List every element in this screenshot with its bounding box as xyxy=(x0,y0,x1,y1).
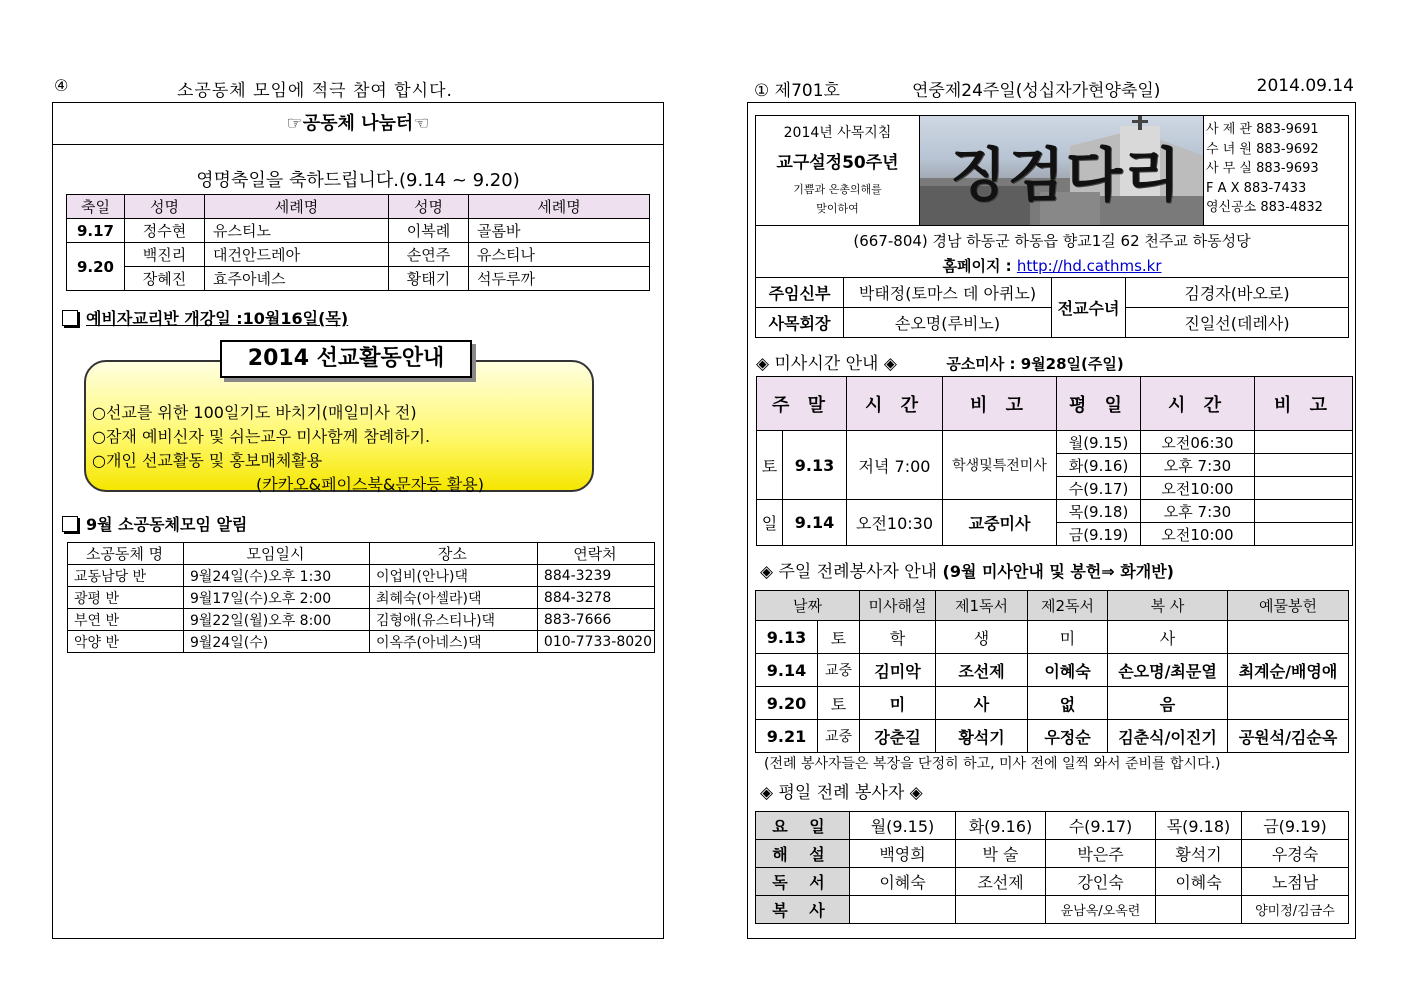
column-header: 목(9.18) xyxy=(1156,812,1242,840)
table-row xyxy=(68,609,655,631)
square-bullet-icon xyxy=(62,310,78,326)
cell: 김춘식/이진기 xyxy=(1108,720,1228,753)
column-header: 월(9.15) xyxy=(850,812,956,840)
column-header: 금(9.19) xyxy=(1242,812,1349,840)
column-header: 제1독서 xyxy=(936,591,1028,621)
weekday-note xyxy=(1255,523,1353,546)
cell: 없 xyxy=(1028,687,1108,720)
liturgical-day: 연중제24주일(성십자가현양축일) xyxy=(912,81,1161,101)
left-page-header xyxy=(52,76,664,100)
weekday: 금(9.19) xyxy=(1057,523,1141,546)
person-name: 정수현 xyxy=(125,219,205,243)
sister-name: 진일선(데레사) xyxy=(1126,308,1349,338)
cell: 박은주 xyxy=(1046,840,1156,868)
cell: 공원석/김순옥 xyxy=(1228,720,1349,753)
cell: 학 xyxy=(860,621,936,654)
cell: 강춘길 xyxy=(860,720,936,753)
weekday-note xyxy=(1255,431,1353,454)
feast-date: 9.17 xyxy=(67,219,125,243)
issue-date: 2014.09.14 xyxy=(1256,76,1354,96)
column-header: 수(9.17) xyxy=(1046,812,1156,840)
sunday-heading-text: ◈ 주일 전례봉사자 안내 xyxy=(760,562,938,582)
policy-subtitle: 맞이하여 xyxy=(816,202,859,215)
cell: 이혜숙 xyxy=(1028,654,1108,687)
mass-heading-text: ◈ 미사시간 안내 ◈ xyxy=(756,354,897,374)
meeting-time: 9월24일(수)오후 1:30 xyxy=(183,565,369,587)
person-name: 백진리 xyxy=(125,243,205,267)
column-header: 날짜 xyxy=(756,591,860,621)
feast-greeting: 영명축일을 축하드립니다.(9.14 ~ 9.20) xyxy=(196,170,520,191)
cell: 사 xyxy=(936,687,1028,720)
policy-year: 2014년 사목지침 xyxy=(783,125,892,141)
cell: 황석기 xyxy=(1156,840,1242,868)
meeting-time: 9월24일(수) xyxy=(183,631,369,653)
weekend-note: 교중미사 xyxy=(943,500,1057,546)
column-header: 비 고 xyxy=(1255,377,1353,431)
table-row xyxy=(67,219,650,243)
mass-time-table xyxy=(756,376,1353,546)
column-header: 소공동체 명 xyxy=(68,543,184,565)
table-row xyxy=(67,267,650,291)
feast-day-table xyxy=(66,194,650,291)
cell xyxy=(850,896,956,924)
community-title: ☞공동체 나눔터☜ xyxy=(52,103,664,145)
mission-title: 2014 선교활동안내 xyxy=(220,340,472,378)
homepage-label: 홈페이지 : xyxy=(942,257,1017,275)
weekend-day: 일 xyxy=(757,500,783,546)
weekday-time: 오후 7:30 xyxy=(1141,454,1255,477)
weekday-time: 오전10:00 xyxy=(1141,477,1255,500)
column-header: 세례명 xyxy=(469,195,650,219)
contact-phone: 884-3239 xyxy=(537,565,654,587)
cell: 사 xyxy=(1108,621,1228,654)
issue-label: ① 제701호 xyxy=(754,81,840,101)
catechumen-notice xyxy=(62,306,348,329)
slogan: 소공동체 모임에 적극 참여 합시다. xyxy=(177,81,453,101)
table-row xyxy=(67,243,650,267)
contact-line: 사 제 관 883-9691 xyxy=(1206,122,1319,137)
cell: 김미악 xyxy=(860,654,936,687)
column-header: 장소 xyxy=(369,543,537,565)
baptismal-name: 석두루까 xyxy=(469,267,650,291)
pastor-name: 박태정(토마스 데 아퀴노) xyxy=(844,278,1052,308)
meeting-time: 9월17일(수)오후 2:00 xyxy=(183,587,369,609)
weekday-note xyxy=(1255,500,1353,523)
row-label: 요 일 xyxy=(756,812,850,840)
masthead xyxy=(755,115,1349,226)
cell: 이혜숙 xyxy=(1156,868,1242,896)
mission-line: ○잠재 예비신자 및 쉬는교우 미사함께 참례하기. xyxy=(92,427,431,446)
council-label: 사목회장 xyxy=(756,308,844,338)
council-name: 손오명(루비노) xyxy=(844,308,1052,338)
group-name: 악양 반 xyxy=(68,631,184,653)
cell: 노점남 xyxy=(1242,868,1349,896)
bulletin-name: 징검다리 xyxy=(950,141,1183,209)
column-header: 복 사 xyxy=(1108,591,1228,621)
contact-line: 수 녀 원 883-9692 xyxy=(1206,141,1319,157)
column-header: 축일 xyxy=(67,195,125,219)
cell xyxy=(1228,687,1349,720)
weekend-date: 9.14 xyxy=(783,500,847,546)
cell: 교중 xyxy=(818,720,860,753)
weekend-time: 저녁 7:00 xyxy=(847,431,943,500)
right-page-header xyxy=(750,76,1354,100)
group-name: 광평 반 xyxy=(68,587,184,609)
weekday-servers-table xyxy=(755,811,1349,924)
table-row xyxy=(756,621,1349,654)
column-header: 성명 xyxy=(389,195,469,219)
weekday-time: 오전06:30 xyxy=(1141,431,1255,454)
column-header: 성명 xyxy=(125,195,205,219)
table-row xyxy=(756,840,1349,868)
meeting-heading-text: 9월 소공동체모임 알림 xyxy=(86,515,248,534)
sister-label: 전교수녀 xyxy=(1052,278,1126,338)
sister-name: 김경자(바오로) xyxy=(1126,278,1349,308)
weekday: 화(9.16) xyxy=(1057,454,1141,477)
cell: 백영희 xyxy=(850,840,956,868)
column-header: 제2독서 xyxy=(1028,591,1108,621)
cell: 9.13 xyxy=(756,621,818,654)
meeting-time: 9월22일(월)오후 8:00 xyxy=(183,609,369,631)
cell xyxy=(1228,621,1349,654)
servers-note: (전례 봉사자들은 복장을 단정히 하고, 미사 전에 일찍 와서 준비를 합시다.) xyxy=(764,756,1221,772)
column-header: 시 간 xyxy=(1141,377,1255,431)
pastor-label: 주임신부 xyxy=(756,278,844,308)
address-text: (667-804) 경남 하동군 하동읍 향교1길 62 천주교 하동성당 xyxy=(853,232,1251,250)
mission-line: ○선교를 위한 100일기도 바치기(매일미사 전) xyxy=(92,403,417,422)
weekend-time: 오전10:30 xyxy=(847,500,943,546)
row-label: 복 사 xyxy=(756,896,850,924)
cell: 교중 xyxy=(818,654,860,687)
cell: 음 xyxy=(1108,687,1228,720)
policy-title: 교구설정50주년 xyxy=(776,153,899,173)
contact-line: 사 무 실 883-9693 xyxy=(1206,161,1319,176)
staff-table xyxy=(755,277,1349,338)
square-bullet-icon xyxy=(62,516,78,532)
cell: 황석기 xyxy=(936,720,1028,753)
catechumen-notice-text: 예비자교리반 개강일 :10월16일(목) xyxy=(86,309,349,328)
table-row xyxy=(68,631,655,653)
table-row xyxy=(68,587,655,609)
person-name: 장혜진 xyxy=(125,267,205,291)
homepage-line xyxy=(756,255,1348,276)
column-header: 화(9.16) xyxy=(956,812,1046,840)
column-header: 주 말 xyxy=(757,377,847,431)
column-header: 평 일 xyxy=(1057,377,1141,431)
person-name: 손연주 xyxy=(389,243,469,267)
cell: 우경숙 xyxy=(1242,840,1349,868)
cell: 손오명/최문열 xyxy=(1108,654,1228,687)
cell: 생 xyxy=(936,621,1028,654)
weekday: 수(9.17) xyxy=(1057,477,1141,500)
cell: 우정순 xyxy=(1028,720,1108,753)
baptismal-name: 효주아녜스 xyxy=(205,267,389,291)
weekday-note xyxy=(1255,477,1353,500)
mission-mass-notice: 공소미사 : 9월28일(주일) xyxy=(946,355,1124,373)
cell: 최계순/배영애 xyxy=(1228,654,1349,687)
mission-line: ○개인 선교활동 및 홍보매체활용 xyxy=(92,451,323,470)
weekday: 월(9.15) xyxy=(1057,431,1141,454)
weekday-servers-heading: ◈ 평일 전례 봉사자 ◈ xyxy=(760,783,923,803)
weekday-time: 오전10:00 xyxy=(1141,523,1255,546)
table-row xyxy=(756,720,1349,753)
church-address xyxy=(755,226,1349,278)
meeting-table xyxy=(67,542,655,653)
cell: 미 xyxy=(860,687,936,720)
sunday-servers-table xyxy=(755,590,1349,753)
baptismal-name: 골롬바 xyxy=(469,219,650,243)
contact-line: 영신공소 883-4832 xyxy=(1206,200,1323,215)
column-header: 미사해설 xyxy=(860,591,936,621)
mass-heading xyxy=(756,349,1124,374)
person-name: 황태기 xyxy=(389,267,469,291)
row-label: 해 설 xyxy=(756,840,850,868)
table-row xyxy=(756,654,1349,687)
cell: 미 xyxy=(1028,621,1108,654)
table-row xyxy=(68,565,655,587)
cell: 양미정/김금수 xyxy=(1242,896,1349,924)
column-header: 시 간 xyxy=(847,377,943,431)
cell: 조선제 xyxy=(956,868,1046,896)
contact-line: F A X 883-7433 xyxy=(1206,180,1307,196)
table-row xyxy=(756,687,1349,720)
contact-phone: 883-7666 xyxy=(537,609,654,631)
cell xyxy=(956,896,1046,924)
feast-date: 9.20 xyxy=(67,243,125,291)
baptismal-name: 유스티나 xyxy=(469,243,650,267)
sunday-heading-detail: (9월 미사안내 및 봉헌⇒ 화개반) xyxy=(942,562,1174,581)
cell: 박 술 xyxy=(956,840,1046,868)
weekend-day: 토 xyxy=(757,431,783,500)
group-name: 부연 반 xyxy=(68,609,184,631)
cell: 윤남옥/오옥련 xyxy=(1046,896,1156,924)
cell: 이혜숙 xyxy=(850,868,956,896)
weekday-time: 오후 7:30 xyxy=(1141,500,1255,523)
column-header: 비 고 xyxy=(943,377,1057,431)
homepage-link[interactable]: http://hd.cathms.kr xyxy=(1016,257,1162,275)
cell: 토 xyxy=(818,687,860,720)
meeting-place: 김형애(유스티나)댁 xyxy=(369,609,537,631)
person-name: 이복례 xyxy=(389,219,469,243)
meeting-place: 이업비(안나)댁 xyxy=(369,565,537,587)
column-header: 연락처 xyxy=(537,543,654,565)
sunday-servers-heading xyxy=(760,557,1174,582)
church-photo xyxy=(920,116,1204,225)
column-header: 예물봉헌 xyxy=(1228,591,1349,621)
column-header: 세례명 xyxy=(205,195,389,219)
weekday-note xyxy=(1255,454,1353,477)
table-row xyxy=(756,896,1349,924)
baptismal-name: 대건안드레아 xyxy=(205,243,389,267)
cell: 토 xyxy=(818,621,860,654)
row-label: 독 서 xyxy=(756,868,850,896)
cell xyxy=(1156,896,1242,924)
cell: 9.14 xyxy=(756,654,818,687)
table-row xyxy=(756,868,1349,896)
weekday: 목(9.18) xyxy=(1057,500,1141,523)
cell: 9.20 xyxy=(756,687,818,720)
pastoral-policy xyxy=(756,116,920,225)
cell: 조선제 xyxy=(936,654,1028,687)
cell: 강인숙 xyxy=(1046,868,1156,896)
contact-phone: 010-7733-8020 xyxy=(537,631,654,653)
policy-subtitle: 기쁨과 은총의해를 xyxy=(793,183,882,196)
page-number: ④ xyxy=(54,76,69,95)
baptismal-name: 유스티노 xyxy=(205,219,389,243)
weekend-date: 9.13 xyxy=(783,431,847,500)
mission-guide-box xyxy=(84,360,594,492)
weekend-note: 학생및특전미사 xyxy=(943,431,1057,500)
column-header: 모임일시 xyxy=(183,543,369,565)
meeting-heading xyxy=(62,512,247,535)
contact-list xyxy=(1206,120,1348,218)
cell: 9.21 xyxy=(756,720,818,753)
group-name: 교동남당 반 xyxy=(68,565,184,587)
mission-line: (카카오&페이스북&문자등 활용) xyxy=(256,475,484,494)
contact-phone: 884-3278 xyxy=(537,587,654,609)
meeting-place: 최혜숙(아셀라)댁 xyxy=(369,587,537,609)
meeting-place: 이옥주(아네스)댁 xyxy=(369,631,537,653)
